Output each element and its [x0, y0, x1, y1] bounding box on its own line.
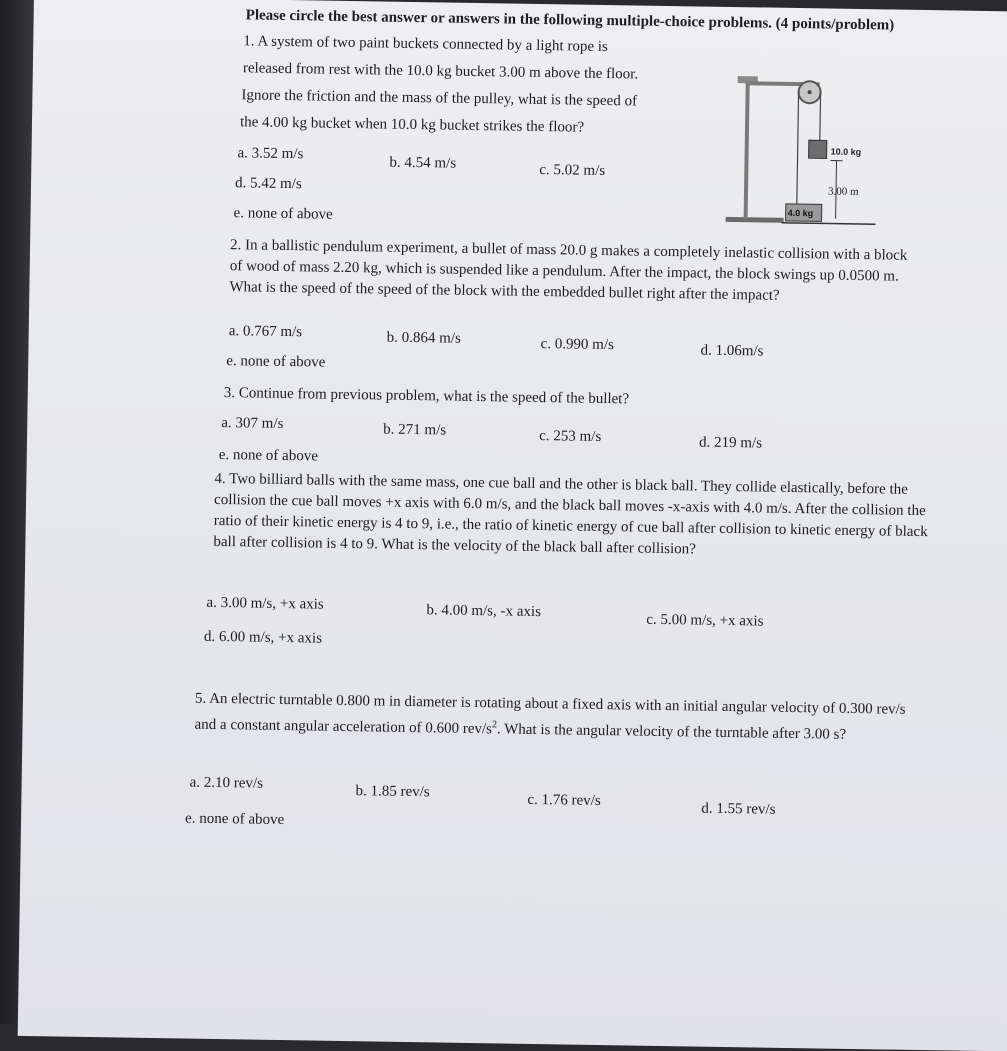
- floor-line: [782, 223, 876, 224]
- q3-choice-e[interactable]: e. none of above: [219, 445, 318, 468]
- q1-line-1: 1. A system of two paint buckets connected by a light rope is: [243, 31, 608, 58]
- q2-choice-c[interactable]: c. 0.990 m/s: [540, 334, 614, 356]
- q4-choice-a[interactable]: a. 3.00 m/s, +x axis: [206, 593, 324, 616]
- instructions: Please circle the best answer or answers in the following multiple-choice problems. (4 points/problem): [246, 5, 895, 36]
- rope-right: [820, 92, 821, 140]
- q5-text-after: . What is the angular velocity of the turntable after 3.00 s?: [497, 721, 846, 742]
- q5-choice-e[interactable]: e. none of above: [185, 808, 284, 831]
- q2-choice-a[interactable]: a. 0.767 m/s: [229, 321, 303, 343]
- q5-choice-d[interactable]: d. 1.55 rev/s: [701, 799, 775, 821]
- q4-text: 4. Two billiard balls with the same mass, one cue ball and the other is black ball. They collide elastically, before the collision the cue ball moves +x axis with 6.0 m/s, and the black ball moves -x-axis with 4.0 m/s. After the collision the ratio of their kinetic energy is 4 to 9, i.e., the ratio of kinetic energy of cue ball after collision to kinetic energy of black ball after collision is 4 to 9. What is the velocity of the black ball after collision?: [213, 469, 936, 564]
- q5-choice-c[interactable]: c. 1.76 rev/s: [527, 790, 601, 812]
- support-post: [744, 81, 750, 219]
- q3-choice-a[interactable]: a. 307 m/s: [221, 413, 283, 435]
- worksheet-page: [18, 0, 1007, 1051]
- q5-choice-b[interactable]: b. 1.85 rev/s: [355, 781, 429, 803]
- q1-choice-d[interactable]: d. 5.42 m/s: [235, 173, 302, 195]
- q1-line-4: the 4.00 kg bucket when 10.0 kg bucket strikes the floor?: [240, 112, 584, 138]
- q1-choice-b[interactable]: b. 4.54 m/s: [389, 153, 456, 175]
- q1-choice-c[interactable]: c. 5.02 m/s: [539, 160, 605, 182]
- q4-choice-d[interactable]: d. 6.00 m/s, +x axis: [204, 627, 322, 650]
- q5-choice-a[interactable]: a. 2.10 rev/s: [189, 773, 263, 795]
- top-bucket: [809, 140, 827, 158]
- height-label: 3.00 m: [828, 185, 859, 197]
- mass-top-label: 10.0 kg: [831, 147, 862, 157]
- q3-choice-c[interactable]: c. 253 m/s: [539, 426, 601, 448]
- q4-choice-c[interactable]: c. 5.00 m/s, +x axis: [646, 610, 764, 633]
- q3-choice-b[interactable]: b. 271 m/s: [383, 420, 446, 442]
- mass-bottom-label: 4.0 kg: [788, 208, 814, 218]
- q1-choice-e[interactable]: e. none of above: [233, 203, 332, 226]
- q5-text-before: 5. An electric turntable 0.800 m in diameter is rotating about a fixed axis with an initial angular velocity of 0.300 rev/s and a constant angular acceleration of 0.600 rev/s: [194, 691, 905, 738]
- q2-choice-d[interactable]: d. 1.06m/s: [700, 341, 763, 363]
- q4-choice-b[interactable]: b. 4.00 m/s, -x axis: [426, 600, 541, 623]
- q2-choice-b[interactable]: b. 0.864 m/s: [387, 328, 462, 350]
- q3-text: 3. Continue from previous problem, what is the speed of the bullet?: [224, 383, 630, 410]
- q1-choice-a[interactable]: a. 3.52 m/s: [237, 143, 303, 165]
- left-floor-base: [726, 217, 784, 223]
- q1-line-2: released from rest with the 10.0 kg bucket 3.00 m above the floor.: [243, 58, 639, 85]
- q3-choice-d[interactable]: d. 219 m/s: [699, 433, 762, 455]
- pulley-diagram: [725, 67, 888, 239]
- q5-text: [194, 689, 929, 748]
- q2-text: 2. In a ballistic pendulum experiment, a bullet of mass 20.0 g makes a completely inelastic collision with a block of wood of mass 2.20 kg, which is suspended like a pendulum. After the impact, the block swings up 0.0500 m. What is the speed of the speed of the block with the embedded bullet right after the impact?: [229, 235, 920, 309]
- q5-superscript: 2: [492, 719, 497, 730]
- rope-left: [797, 92, 799, 208]
- q2-choice-e[interactable]: e. none of above: [226, 351, 325, 374]
- q1-line-3: Ignore the friction and the mass of the pulley, what is the speed of: [241, 85, 637, 112]
